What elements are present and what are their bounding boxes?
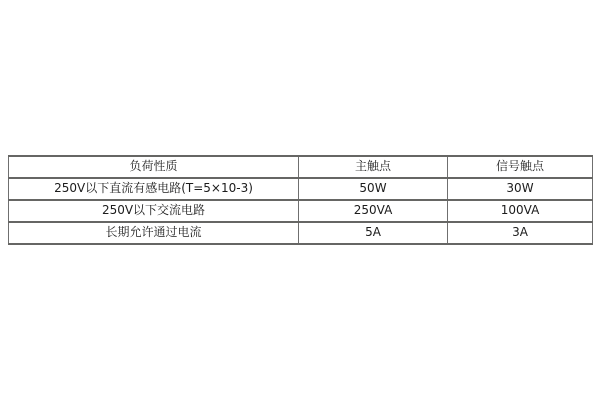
cell-main-contact: 50W bbox=[299, 178, 448, 200]
table-row bbox=[9, 200, 593, 222]
table-row bbox=[9, 222, 593, 244]
cell-main-contact: 5A bbox=[299, 222, 448, 244]
table-header-row bbox=[9, 156, 593, 178]
cell-load-type: 长期允许通过电流 bbox=[9, 222, 299, 244]
cell-signal-contact: 3A bbox=[448, 222, 593, 244]
table-row bbox=[9, 178, 593, 200]
header-load-type: 负荷性质 bbox=[9, 156, 299, 178]
contact-load-spec-table bbox=[8, 155, 593, 245]
header-signal-contact: 信号触点 bbox=[448, 156, 593, 178]
cell-load-type: 250V以下交流电路 bbox=[9, 200, 299, 222]
cell-load-type: 250V以下直流有感电路(T=5×10-3) bbox=[9, 178, 299, 200]
cell-signal-contact: 30W bbox=[448, 178, 593, 200]
cell-main-contact: 250VA bbox=[299, 200, 448, 222]
cell-signal-contact: 100VA bbox=[448, 200, 593, 222]
header-main-contact: 主触点 bbox=[299, 156, 448, 178]
